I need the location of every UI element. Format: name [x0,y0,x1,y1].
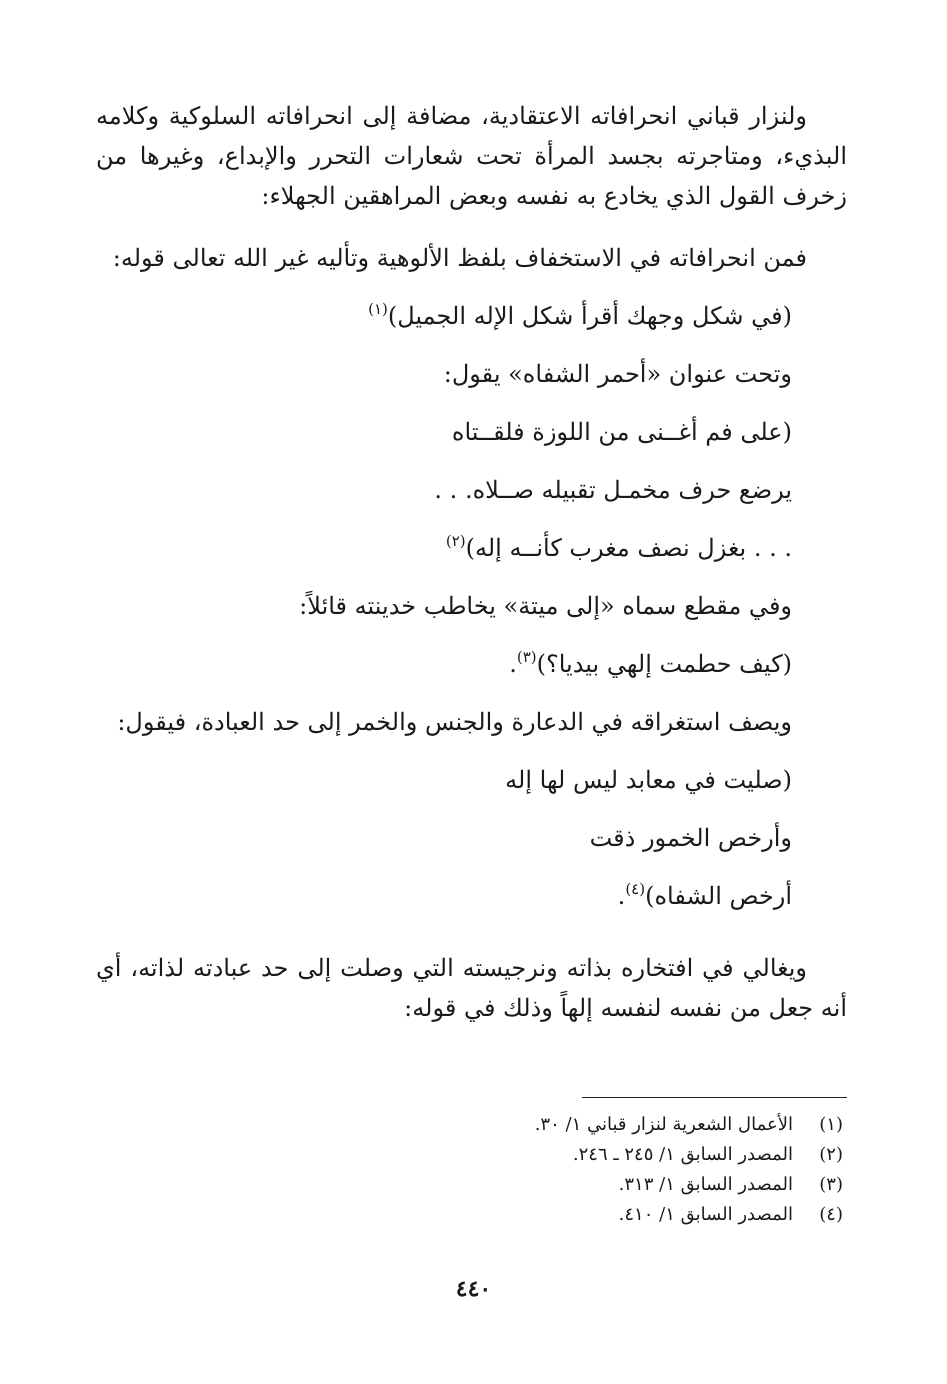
quoted-line [96,528,847,586]
footnote-3 [96,1170,843,1200]
quoted-line-text: وتحت عنوان «أحمر الشفاه» يقول: [443,360,792,388]
quoted-line-text: وفي مقطع سماه «إلى ميتة» يخاطب خدينته قائلاً: [299,592,792,620]
quoted-line [96,760,847,818]
quoted-line-text: أرخص الشفاه) [645,882,792,910]
last-text: ويغالي في افتخاره بذاته ونرجيسته التي وصلت إلى حد عبادته لذاته، أي أنه جعل من نفسه لنفسه إلهاً وذلك في قوله: [96,954,847,1022]
quoted-line [96,644,847,702]
quoted-line [96,818,847,876]
intro-text: ولنزار قباني انحرافاته الاعتقادية، مضافة إلى انحرافاته السلوكية وكلامه البذيء، ومتاجرته بجسد المرأة تحت شعارات التحرر والإبداع، وغيرها من زخرف القول الذي يخادع به نفسه وبعض المراهقين الجهلاء: [96,102,847,210]
quoted-line-text: (كيف حطمت إلهي بيديا؟) [536,650,792,678]
line-end-punctuation: . [509,650,517,678]
quoted-line-text: . . . بغزل نصف مغرب كأنــه إله) [465,534,792,562]
intro-paragraph [96,96,847,216]
quoted-line [96,354,847,412]
second-paragraph [96,238,847,278]
footnote-1 [96,1110,843,1140]
quoted-line [96,412,847,470]
quoted-line-text: (في شكل وجهك أقرأ شكل الإله الجميل) [387,302,792,330]
line-end-punctuation: . [617,882,626,910]
second-text: فمن انحرافاته في الاستخفاف بلفظ الألوهية وتأليه غير الله تعالى قوله: [112,244,807,272]
footnote-number: (٣) [819,1174,843,1195]
footnote-reference: (٣) [516,648,537,666]
page-number: ٤٤٠ [455,1276,492,1302]
footnote-number: (٤) [819,1204,843,1225]
quoted-line [96,586,847,644]
footnote-4 [96,1200,843,1230]
footnotes [96,1110,843,1230]
footnote-separator [582,1097,847,1098]
footnote-reference: (١) [368,300,388,318]
quoted-line [96,296,847,354]
footnote-2 [96,1140,843,1170]
footnote-text: الأعمال الشعرية لنزار قباني ١/ ٣٠. [534,1114,793,1135]
footnote-reference: (٤) [625,880,646,898]
quoted-line-text: يرضع حرف مخمـل تقبيله صــلاه. . . [434,476,792,504]
footnote-text: المصدر السابق ١/ ٣١٣. [618,1174,793,1195]
footnote-text: المصدر السابق ١/ ٢٤٥ ـ ٢٤٦. [572,1144,793,1165]
last-paragraph [96,948,847,1028]
quoted-line [96,876,847,934]
quoted-line-text: ويصف استغراقه في الدعارة والجنس والخمر إلى حد العبادة، فيقول: [117,708,792,736]
footnote-text: المصدر السابق ١/ ٤١٠. [618,1204,793,1225]
quoted-line-text: (صليت في معابد ليس لها إله [505,766,792,794]
footnote-reference: (٢) [445,532,466,550]
quoted-line [96,702,847,760]
footnote-number: (٢) [819,1144,843,1165]
quoted-line-text: وأرخص الخمور ذقت [589,824,792,852]
quoted-lines [96,296,847,934]
footnote-number: (١) [819,1114,843,1135]
quoted-line [96,470,847,528]
quoted-line-text: (على فم أغــنى من اللوزة فلقــتاه [451,418,792,446]
